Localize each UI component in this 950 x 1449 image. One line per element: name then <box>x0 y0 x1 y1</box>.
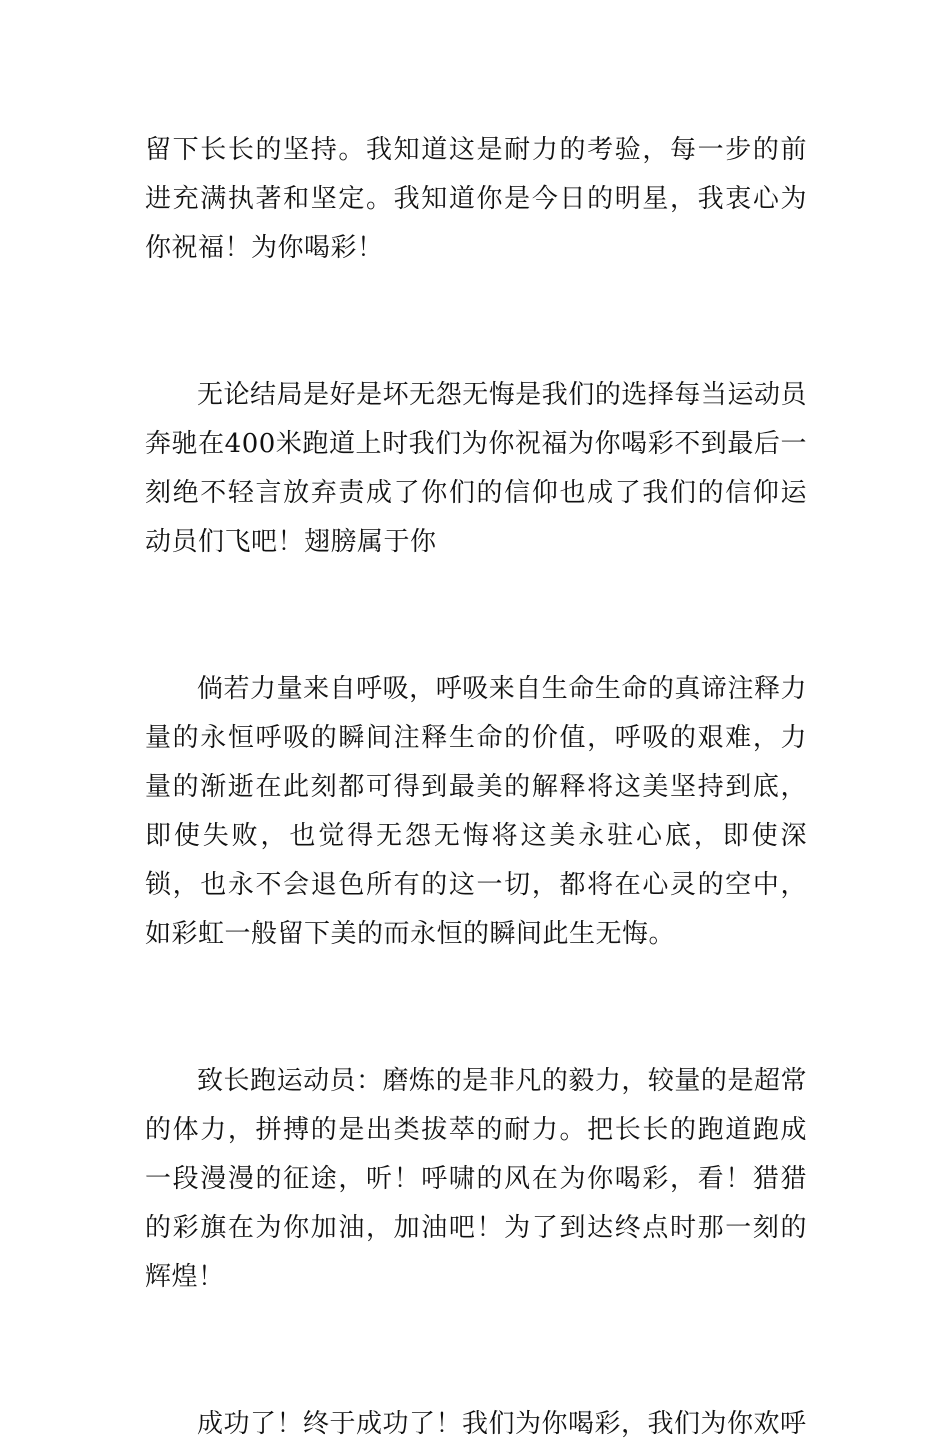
paragraph-to-runners: 致长跑运动员：磨炼的是非凡的毅力，较量的是超常的体力，拼搏的是出类拔萃的耐力。把长长的跑道跑成一段漫漫的征途，听！呼啸的风在为你喝彩，看！猎猎的彩旗在为你加油，加油吧！为了到达终点时那一刻的辉煌！ <box>145 1066 807 1292</box>
paragraph-strength-breath: 倘若力量来自呼吸，呼吸来自生命生命的真谛注释力量的永恒呼吸的瞬间注释生命的价值，呼吸的艰难，力量的渐逝在此刻都可得到最美的解释将这美坚持到底，即使失败，也觉得无怨无悔将这美永驻心底，即使深锁，也永不会退色所有的这一切，都将在心灵的空中，如彩虹一般留下美的而永恒的瞬间此生无悔。 <box>145 674 807 949</box>
paragraph-no-regrets: 无论结局是好是坏无怨无悔是我们的选择每当运动员奔驰在400米跑道上时我们为你祝福为你喝彩不到最后一刻绝不轻言放弃责成了你们的信仰也成了我们的信仰运动员们飞吧！翅膀属于你 <box>145 380 807 557</box>
paragraph-continuation: 留下长长的坚持。我知道这是耐力的考验，每一步的前进充满执著和坚定。我知道你是今日的明星，我衷心为你祝福！为你喝彩！ <box>145 135 807 263</box>
paragraph-success: 成功了！终于成功了！我们为你喝彩，我们为你欢呼 <box>197 1409 807 1439</box>
document-body <box>145 126 807 1449</box>
